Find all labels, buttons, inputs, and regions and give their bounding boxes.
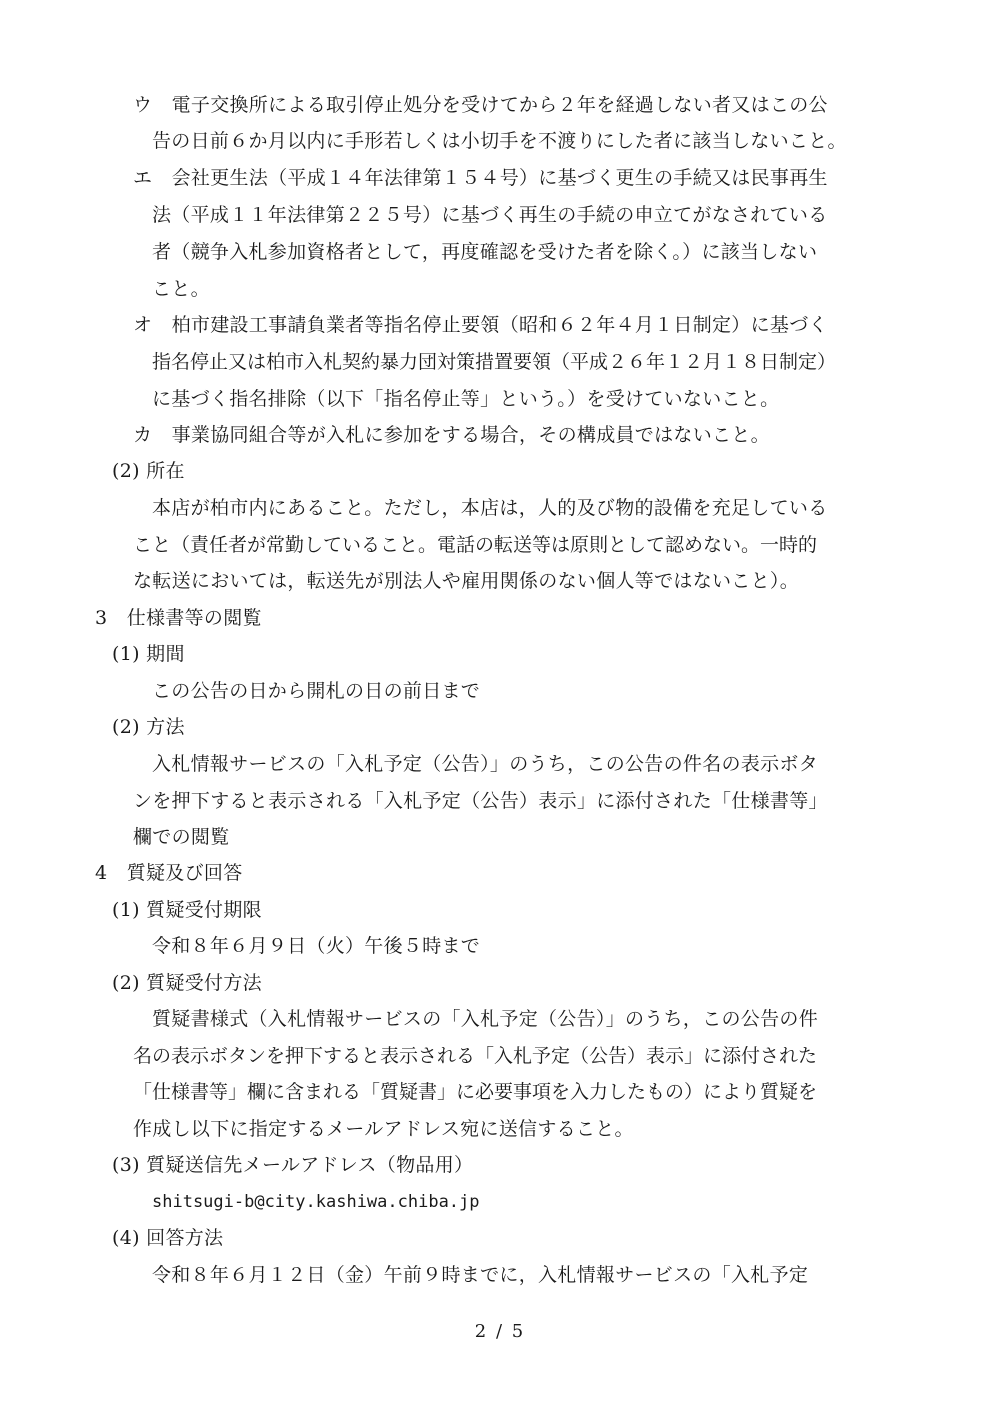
heading-4-4-answer-method: (4) 回答方法 [112, 1227, 224, 1249]
deadline-text: 令和８年６月９日（火）午後５時まで [152, 935, 481, 957]
answer-method-line-1: 令和８年６月１２日（金）午前９時までに，入札情報サービスの「入札予定 [152, 1264, 809, 1286]
submission-line-2: 名の表示ボタンを押下すると表示される「入札予定（公告）表示」に添付された [133, 1045, 818, 1067]
item-u-line-1: ウ 電子交換所による取引停止処分を受けてから２年を経過しない者又はこの公 [133, 94, 828, 116]
item-u-line-2: 告の日前６か月以内に手形若しくは小切手を不渡りにした者に該当しないこと。 [152, 130, 847, 152]
item-o-line-1: オ 柏市建設工事請負業者等指名停止要領（昭和６２年４月１日制定）に基づく [133, 314, 828, 336]
item-o-line-2: 指名停止又は柏市入札契約暴力団対策措置要領（平成２６年１２月１８日制定） [152, 351, 837, 373]
submission-line-1: 質疑書様式（入札情報サービスの「入札予定（公告）」のうち，この公告の件 [152, 1008, 819, 1030]
section-3-heading: 3 仕様書等の閲覧 [95, 607, 262, 629]
submission-line-4: 作成し以下に指定するメールアドレス宛に送信すること。 [133, 1118, 634, 1140]
heading-3-1-period: (1) 期間 [112, 643, 185, 665]
location-line-1: 本店が柏市内にあること。ただし，本店は，人的及び物的設備を充足している [152, 497, 828, 519]
heading-4-1-deadline: (1) 質疑受付期限 [112, 899, 262, 921]
submission-line-3: 「仕様書等」欄に含まれる「質疑書」に必要事項を入力したもの）により質疑を [133, 1081, 818, 1103]
heading-3-2-method: (2) 方法 [112, 716, 185, 738]
location-line-3: な転送においては，転送先が別法人や雇用関係のない個人等ではないこと）。 [133, 570, 800, 592]
method-line-1: 入札情報サービスの「入札予定（公告）」のうち，この公告の件名の表示ボタ [152, 753, 819, 775]
item-e-line-4: こと。 [152, 278, 210, 300]
heading-2-2-location: (2) 所在 [112, 460, 185, 482]
method-line-2: ンを押下すると表示される「入札予定（公告）表示」に添付された「仕様書等」 [133, 790, 828, 812]
email-address-link[interactable]: shitsugi-b@city.kashiwa.chiba.jp [152, 1192, 480, 1212]
section-4-heading: 4 質疑及び回答 [95, 862, 243, 884]
item-o-line-3: に基づく指名排除（以下「指名停止等」という。）を受けていないこと。 [152, 388, 780, 410]
period-text: この公告の日から開札の日の前日まで [152, 680, 481, 702]
item-e-line-3: 者（競争入札参加資格者として，再度確認を受けた者を除く。）に該当しない [152, 241, 818, 263]
location-line-2: こと（責任者が常勤していること。電話の転送等は原則として認めない。一時的 [133, 534, 818, 556]
method-line-3: 欄での閲覧 [133, 826, 230, 848]
item-ka-line-1: カ 事業協同組合等が入札に参加をする場合，その構成員ではないこと。 [133, 424, 770, 446]
item-e-line-2: 法（平成１１年法律第２２５号）に基づく再生の手続の申立てがなされている [152, 204, 828, 226]
heading-4-3-email: (3) 質疑送信先メールアドレス（物品用） [112, 1154, 474, 1176]
heading-4-2-submission-method: (2) 質疑受付方法 [112, 972, 262, 994]
item-e-line-1: エ 会社更生法（平成１４年法律第１５４号）に基づく更生の手続又は民事再生 [133, 167, 828, 189]
page-number: 2 / 5 [474, 1321, 526, 1342]
